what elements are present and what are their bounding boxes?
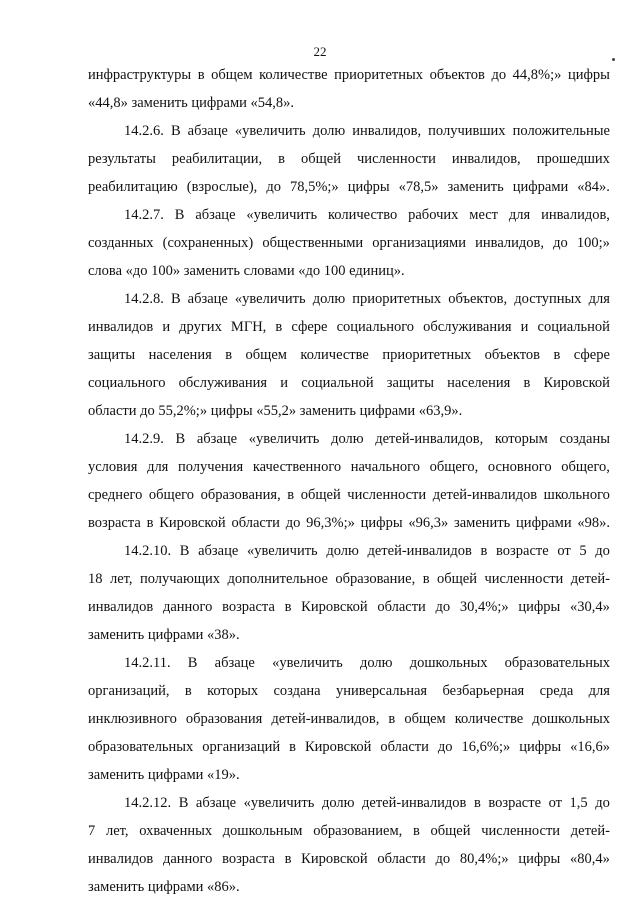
text-line: среднего общего образования, в общей численности детей-инвалидов школьного <box>88 487 610 503</box>
text-line: 14.2.10. В абзаце «увеличить долю детей-инвалидов в возрасте от 5 до <box>124 543 610 559</box>
text-line: 14.2.8. В абзаце «увеличить долю приоритетных объектов, доступных для <box>124 291 610 307</box>
text-line: инвалидов данного возраста в Кировской области до 30,4%;» цифры «30,4» <box>88 599 610 615</box>
text-line: 14.2.6. В абзаце «увеличить долю инвалидов, получивших положительные <box>124 123 610 139</box>
text-line: реабилитацию (взрослые), до 78,5%;» цифры «78,5» заменить цифрами «84». <box>88 179 610 195</box>
text-line: 14.2.9. В абзаце «увеличить долю детей-инвалидов, которым созданы <box>124 431 610 447</box>
text-line: «44,8» заменить цифрами «54,8». <box>88 95 295 111</box>
text-line: созданных (сохраненных) общественными организациями инвалидов, до 100;» <box>88 235 610 251</box>
text-line: слова «до 100» заменить словами «до 100 единиц». <box>88 263 405 279</box>
text-line: инвалидов данного возраста в Кировской области до 80,4%;» цифры «80,4» <box>88 851 610 867</box>
text-line: инфраструктуры в общем количестве приоритетных объектов до 44,8%;» цифры <box>88 67 610 83</box>
text-line: инвалидов и других МГН, в сфере социального обслуживания и социальной <box>88 319 610 335</box>
text-line: условия для получения качественного начального общего, основного общего, <box>88 459 610 475</box>
text-line: 14.2.7. В абзаце «увеличить количество рабочих мест для инвалидов, <box>124 207 610 223</box>
text-line: защиты населения в общем количестве приоритетных объектов в сфере <box>88 347 610 363</box>
text-line: образовательных организаций в Кировской области до 16,6%;» цифры «16,6» <box>88 739 610 755</box>
text-line: 18 лет, получающих дополнительное образование, в общей численности детей- <box>88 571 610 587</box>
text-line: 7 лет, охваченных дошкольным образованием, в общей численности детей- <box>88 823 610 839</box>
text-line: социального обслуживания и социальной защиты населения в Кировской <box>88 375 610 391</box>
text-line: заменить цифрами «86». <box>88 879 240 895</box>
text-line: заменить цифрами «38». <box>88 627 240 643</box>
text-line: результаты реабилитации, в общей численности инвалидов, прошедших <box>88 151 610 167</box>
text-line: возраста в Кировской области до 96,3%;» цифры «96,3» заменить цифрами «98». <box>88 515 610 531</box>
text-line: 14.2.12. В абзаце «увеличить долю детей-инвалидов в возрасте от 1,5 до <box>124 795 610 811</box>
scan-mark <box>612 58 615 61</box>
text-line: инклюзивного образования детей-инвалидов, в общем количестве дошкольных <box>88 711 610 727</box>
text-line: организаций, в которых создана универсальная безбарьерная среда для <box>88 683 610 699</box>
text-line: заменить цифрами «19». <box>88 767 240 783</box>
text-line: области до 55,2%;» цифры «55,2» заменить цифрами «63,9». <box>88 403 463 419</box>
page-number: 22 <box>313 44 327 59</box>
text-line: 14.2.11. В абзаце «увеличить долю дошкольных образовательных <box>124 655 610 671</box>
